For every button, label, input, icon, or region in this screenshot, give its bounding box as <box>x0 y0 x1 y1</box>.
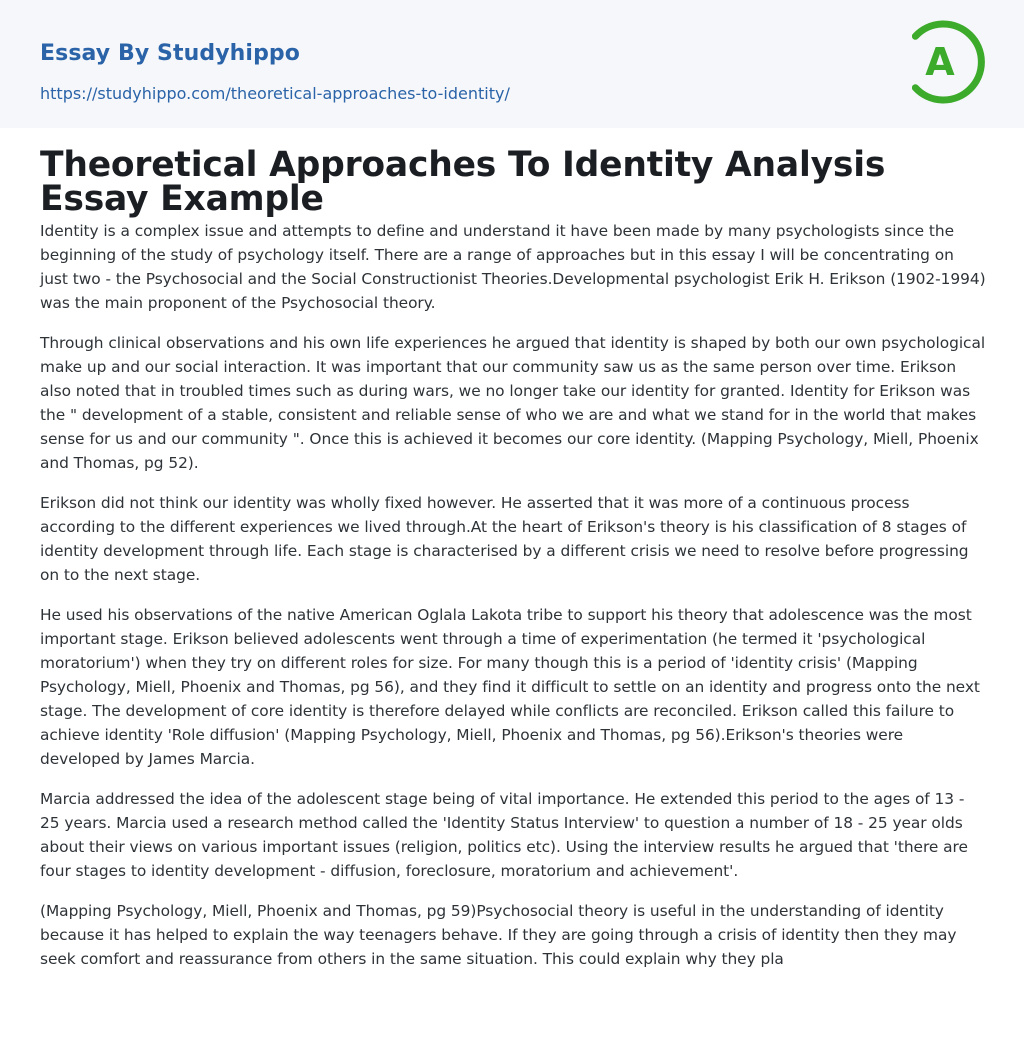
source-url-link[interactable]: https://studyhippo.com/theoretical-approaches-to-identity/ <box>40 84 510 103</box>
brand-title[interactable]: Essay By Studyhippo <box>40 41 300 66</box>
essay-content <box>40 145 986 971</box>
essay-paragraph: Identity is a complex issue and attempts to define and understand it have been made by many psychologists since the beginning of the study of psychology itself. There are a range of approaches but in this essay I will be concentrating on just two - the Psychosocial and the Social Constructionist Theories.Developmental psychologist Erik H. Erikson (1902-1994) was the main proponent of the Psychosocial theory. <box>40 222 986 312</box>
logo-letter: A <box>925 40 955 84</box>
logo-ring-icon <box>912 18 988 106</box>
essay-paragraph: Erikson did not think our identity was wholly fixed however. He asserted that it was more of a continuous process according to the different experiences we lived through.At the heart of Erikson's theory is his classification of 8 stages of identity development through life. Each stage is characterised by a different crisis we need to resolve before progressing on to the next stage. <box>40 494 969 584</box>
site-header <box>0 0 1024 128</box>
studyhippo-logo[interactable] <box>912 18 988 106</box>
essay-paragraph: He used his observations of the native American Oglala Lakota tribe to support his theory that adolescence was the most important stage. Erikson believed adolescents went through a time of experimentation (he termed it 'psychological moratorium') when they try on different roles for size. For many though this is a period of 'identity crisis' (Mapping Psychology, Miell, Phoenix and Thomas, pg 56), and they find it difficult to settle on an identity and progress onto the next stage. The development of core identity is therefore delayed while conflicts are reconciled. Erikson called this failure to achieve identity 'Role diffusion' (Mapping Psychology, Miell, Phoenix and Thomas, pg 56).Erikson's theories were developed by James Marcia. <box>40 606 980 768</box>
essay-paragraph: (Mapping Psychology, Miell, Phoenix and Thomas, pg 59)Psychosocial theory is useful in the understanding of identity because it has helped to explain the way teenagers behave. If they are going through a crisis of identity then they may seek comfort and reassurance from others in the same situation. This could explain why they pla <box>40 902 957 968</box>
essay-paragraph: Marcia addressed the idea of the adolescent stage being of vital importance. He extended this period to the ages of 13 - 25 years. Marcia used a research method called the 'Identity Status Interview' to question a number of 18 - 25 year olds about their views on various important issues (religion, politics etc). Using the interview results he argued that 'there are four stages to identity development - diffusion, foreclosure, moratorium and achievement'. <box>40 790 968 880</box>
essay-title: Theoretical Approaches To Identity Analysis Essay Example <box>40 145 886 219</box>
essay-paragraph: Through clinical observations and his own life experiences he argued that identity is shaped by both our own psychological make up and our social interaction. It was important that our community saw us as the same person over time. Erikson also noted that in troubled times such as during wars, we no longer take our identity for granted. Identity for Erikson was the " development of a stable, consistent and reliable sense of who we are and what we stand for in the world that makes sense for us and our community ". Once this is achieved it becomes our core identity. (Mapping Psychology, Miell, Phoenix and Thomas, pg 52). <box>40 334 986 472</box>
